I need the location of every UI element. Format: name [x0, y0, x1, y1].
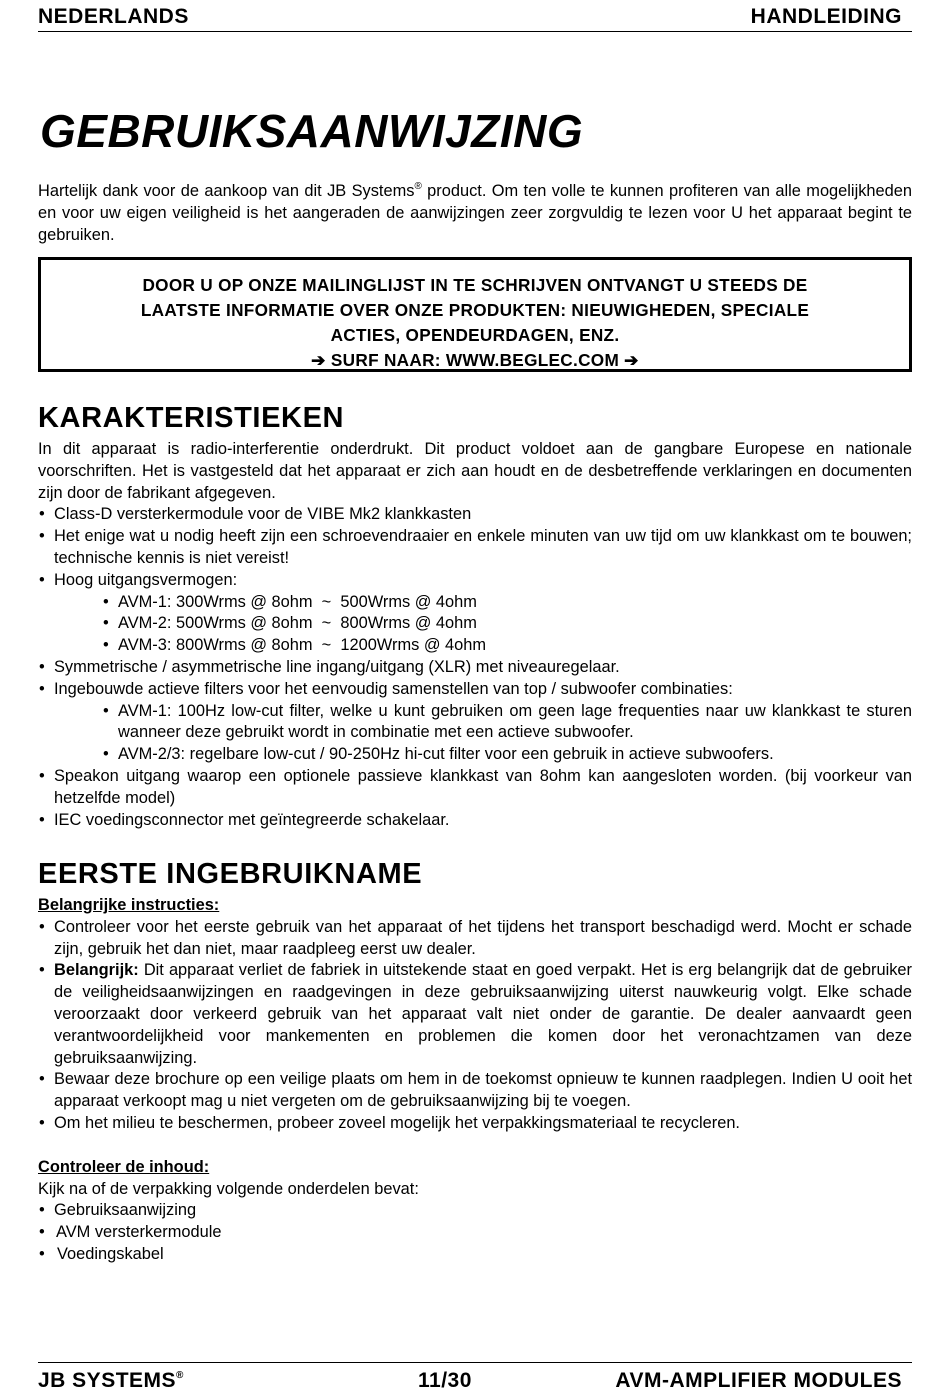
list-item: • Gebruiksaanwijzing — [38, 1200, 912, 1222]
sub-list-item: • AVM-3: 800Wrms @ 8ohm ~ 1200Wrms @ 4ohm — [102, 635, 912, 657]
brand-name: JB SYSTEMS — [38, 1369, 177, 1392]
list-item: • Class-D versterkermodule voor de VIBE Mk2 klankkasten — [38, 504, 912, 526]
mailinglist-notice-box — [38, 257, 912, 372]
subheading-instructions: Belangrijke instructies: — [38, 896, 220, 914]
footer-brand — [38, 1369, 184, 1393]
list-item: • Controleer voor het eerste gebruik van het apparaat of het tijdens het transport beschadigd werd. Mocht er schade zijn, gebruik het dan niet, maar raadpleeg eerst uw dealer. — [38, 917, 912, 961]
list-item: • Voedingskabel — [38, 1244, 912, 1266]
filter-sublist — [102, 701, 912, 766]
subheading-contents: Controleer de inhoud: — [38, 1157, 210, 1176]
instruction-list — [38, 917, 912, 1135]
important-label: Belangrijk: — [54, 961, 139, 980]
list-item — [38, 679, 912, 766]
list-item: • Speakon uitgang waarop een optionele passieve klankkast van 8ohm kan aangesloten worden. (bij voorkeur van hetzelfde model) — [38, 766, 912, 810]
sub-list-item: • AVM-2/3: regelbare low-cut / 90-250Hz hi-cut filter voor een gebruik in actieve subwoofers. — [102, 744, 912, 766]
footer-product: AVM-AMPLIFIER MODULES — [615, 1369, 902, 1392]
feature-list — [38, 504, 912, 831]
list-item: • Bewaar deze brochure op een veilige plaats om hem in de toekomst opnieuw te kunnen raadplegen. Indien U ooit het apparaat verkoopt mag u niet vergeten om de gebruiksaanwijzing bij te voegen. — [38, 1069, 912, 1113]
karakteristieken-body — [38, 439, 912, 831]
sub-list-item: • AVM-1: 300Wrms @ 8ohm ~ 500Wrms @ 4ohm — [102, 592, 912, 614]
page-footer — [38, 1362, 912, 1397]
list-item: • Symmetrische / asymmetrische line ingang/uitgang (XLR) met niveauregelaar. — [38, 657, 912, 679]
notice-surf-link[interactable]: ➔ SURF NAAR: WWW.BEGLEC.COM ➔ — [311, 350, 639, 370]
section-heading-eerste-ingebruikname: EERSTE INGEBRUIKNAME — [38, 858, 423, 890]
list-item: • AVM versterkermodule — [38, 1222, 912, 1244]
section-heading-karakteristieken: KARAKTERISTIEKEN — [38, 402, 345, 434]
intro-text-end: product. Om ten volle te kunnen profiteren van alle mogelijkheden en voor uw eigen veiligheid is het aangeraden de aanwijzingen zeer zorgvuldig te lezen voor U het apparaat begint te gebruiken. — [38, 182, 912, 244]
karakteristieken-paragraph: In dit apparaat is radio-interferentie onderdrukt. Dit product voldoet aan de gangbare Europese en nationale voorschriften. Het is vastgesteld dat het apparaat er zich aan houdt en de desbetreffende verklaringen en documenten zijn door de fabrikant afgegeven. — [38, 440, 912, 502]
list-item-text: Ingebouwde actieve filters voor het eenvoudig samenstellen van top / subwoofer combinaties: — [54, 679, 733, 698]
intro-paragraph — [38, 181, 912, 246]
page-number: 11/30 — [418, 1369, 472, 1392]
list-item-text: Dit apparaat verliet de fabriek in uitstekende staat en goed verpakt. Het is erg belangrijk dat de gebruiker de veiligheidsaanwijzingen en raadgevingen in deze gebruiksaanwijzing uiterst nauwkeurig volgt. Elke schade veroorzaakt door verkeerd gebruik van het apparaat valt niet onder de garantie. De dealer aanvaardt geen verantwoordelijkheid voor mankementen en problemen die komen door het veronachtzamen van deze gebruiksaanwijzing. — [54, 961, 912, 1067]
list-item: • Het enige wat u nodig heeft zijn een schroevendraaier en enkele minuten van uw tijd om uw klankkast om te bouwen; technische kennis is niet vereist! — [38, 526, 912, 570]
notice-line-3: ACTIES, OPENDEURDAGEN, ENZ. — [330, 325, 620, 345]
sub-list-item: • AVM-1: 100Hz low-cut filter, welke u kunt gebruiken om geen lage frequenties naar uw klankkast te sturen wanneer deze gebruikt wordt in combinatie met een actieve subwoofer. — [102, 701, 912, 745]
document-title: GEBRUIKSAANWIJZING — [40, 105, 584, 157]
registered-mark: ® — [414, 180, 422, 192]
list-item — [38, 960, 912, 1069]
power-sublist — [102, 592, 912, 657]
header-section: HANDLEIDING — [750, 5, 902, 28]
footer-registered-mark: ® — [176, 1370, 184, 1381]
manual-page — [38, 0, 912, 1397]
list-item — [38, 570, 912, 657]
page-header — [38, 3, 912, 32]
notice-line-1: DOOR U OP ONZE MAILINGLIJST IN TE SCHRIJVEN ONTVANGT U STEEDS DE — [142, 275, 808, 295]
contents-intro: Kijk na of de verpakking volgende onderdelen bevat: — [38, 1179, 419, 1198]
intro-text-start: Hartelijk dank voor de aankoop van dit JB Systems — [38, 182, 415, 200]
eerste-ingebruikname-body — [38, 895, 912, 1266]
contents-list — [38, 1200, 912, 1265]
notice-line-2: LAATSTE INFORMATIE OVER ONZE PRODUKTEN: NIEUWIGHEDEN, SPECIALE — [140, 300, 810, 320]
header-language: NEDERLANDS — [38, 5, 189, 28]
sub-list-item: • AVM-2: 500Wrms @ 8ohm ~ 800Wrms @ 4ohm — [102, 613, 912, 635]
list-item: • IEC voedingsconnector met geïntegreerde schakelaar. — [38, 810, 912, 832]
list-item-text: Hoog uitgangsvermogen: — [54, 570, 238, 589]
list-item: • Om het milieu te beschermen, probeer zoveel mogelijk het verpakkingsmateriaal te recycleren. — [38, 1113, 912, 1135]
